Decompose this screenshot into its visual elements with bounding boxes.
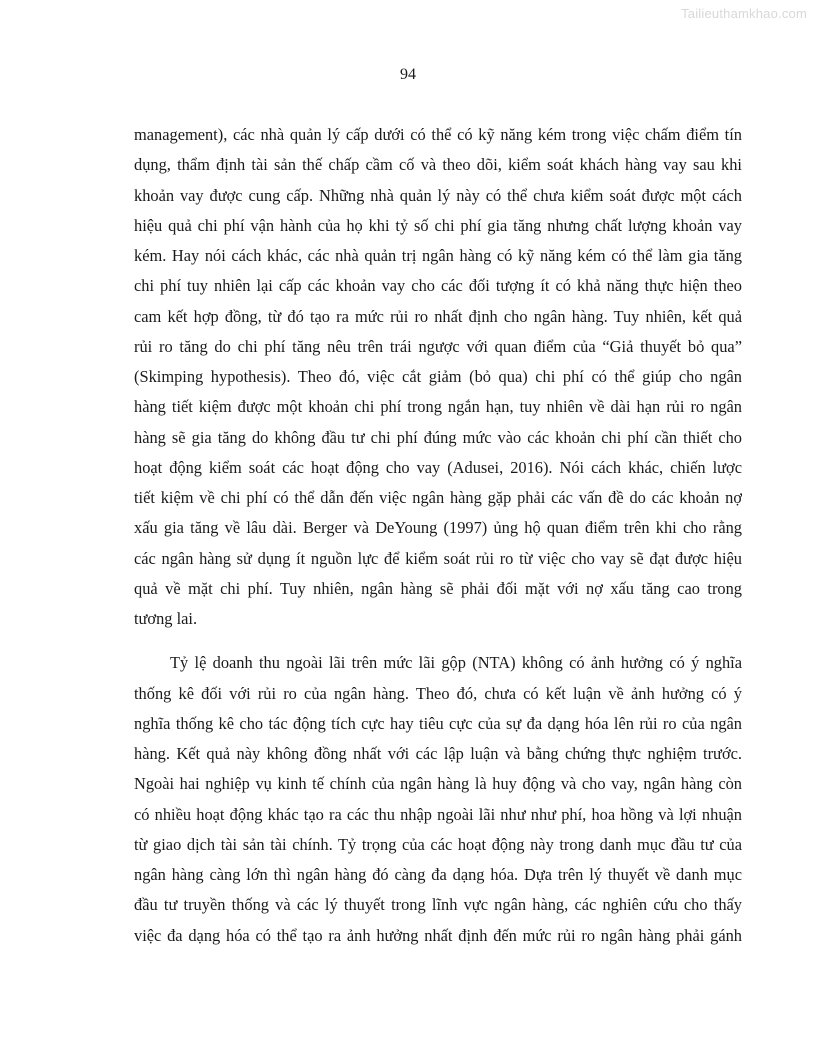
text-line: tiết kiệm về chi phí có thể dẫn đến việc ngân hàng gặp phải các vấn đề do các khoản nợ [134,488,742,507]
paragraph-1 [134,120,742,634]
text-line: khoản vay được cung cấp. Những nhà quản lý này có thể chưa kiểm soát được một cách [134,185,742,205]
text-line: xấu gia tăng về lâu dài. Berger và DeYoung (1997) ủng hộ quan điểm trên khi cho rằng [134,518,742,538]
document-body [134,120,742,951]
paragraph-spacer [134,634,742,648]
text-line: thống kê đối với rủi ro của ngân hàng. Theo đó, chưa có kết luận về ảnh hưởng có ý [134,683,742,703]
text-line: có nhiều hoạt động khác tạo ra các thu nhập ngoài lãi như như phí, hoa hồng và lợi nhuận [134,804,742,824]
text-line: ngân hàng càng lớn thì ngân hàng đó càng đa dạng hóa. Dựa trên lý thuyết về danh mục [134,865,742,884]
text-line: chi phí tuy nhiên lại cấp các khoản vay cho các đối tượng ít có khả năng thực hiện theo [134,276,742,296]
text-line: hiệu quả chi phí vận hành của họ khi tỷ số chi phí gia tăng nhưng chất lượng khoản vay [134,215,742,235]
watermark-text: Tailieuthamkhao.com [681,6,807,21]
page-number: 94 [400,66,416,83]
text-line: nghĩa thống kê cho tác động tích cực hay tiêu cực của sự đa dạng hóa lên rủi ro của ngân [134,713,742,733]
text-line: hoạt động kiểm soát các hoạt động cho vay (Adusei, 2016). Nói cách khác, chiến lược [134,457,742,477]
text-line: (Skimping hypothesis). Theo đó, việc cắt giảm (bỏ qua) chi phí có thể giúp cho ngân [134,367,742,386]
text-line: tương lai. [134,609,198,628]
text-line: việc đa dạng hóa có thể tạo ra ảnh hưởng nhất định đến mức rủi ro ngân hàng phải gánh [134,925,742,945]
text-line: Ngoài hai nghiệp vụ kinh tế chính của ngân hàng là huy động và cho vay, ngân hàng còn [134,774,742,794]
text-line: Tỷ lệ doanh thu ngoài lãi trên mức lãi gộp (NTA) không có ảnh hưởng có ý nghĩa [170,653,742,673]
text-line: cam kết hợp đồng, từ đó tạo ra mức rủi ro nhất định cho ngân hàng. Tuy nhiên, kết quả [134,306,742,326]
text-line: kém. Hay nói cách khác, các nhà quản trị ngân hàng có kỹ năng kém có thể làm gia tăng [134,246,742,265]
text-line: management), các nhà quản lý cấp dưới có thể có kỹ năng kém trong việc chấm điểm tín [134,125,742,144]
text-line: các ngân hàng sử dụng ít nguồn lực để kiểm soát rủi ro từ việc cho vay sẽ đạt được hiệu [134,548,742,568]
text-line: hàng. Kết quả này không đồng nhất với các lập luận và bằng chứng thực nghiệm trước. [134,744,742,763]
text-line: hàng tiết kiệm được một khoản chi phí trong ngắn hạn, tuy nhiên về dài hạn rủi ro ngân [134,397,742,417]
text-line: từ giao dịch tài sản tài chính. Tỷ trọng của các hoạt động này trong danh mục đầu tư của [134,834,742,854]
text-line: đầu tư truyền thống và các lý thuyết trong lĩnh vực ngân hàng, các nghiên cứu cho thấy [134,895,742,915]
text-line: hàng sẽ gia tăng do không đầu tư chi phí đúng mức vào các khoản chi phí cần thiết cho [134,427,742,447]
text-line: quả về mặt chi phí. Tuy nhiên, ngân hàng sẽ phải đối mặt với nợ xấu tăng cao trong [134,578,742,598]
text-line: dụng, thẩm định tài sản thế chấp cầm cố và theo dõi, kiểm soát khách hàng vay sau khi [134,155,742,175]
text-line: rủi ro tăng do chi phí tăng nêu trên trái ngược với quan điểm của “Giả thuyết bỏ qua” [134,336,742,356]
paragraph-2 [134,648,742,951]
